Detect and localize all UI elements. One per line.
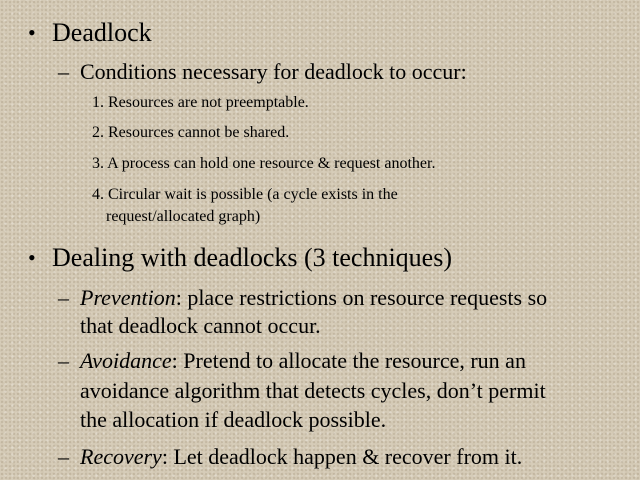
prevention-desc: : place restrictions on resource requests so [175,285,548,310]
avoidance-line-3: the allocation if deadlock possible. [80,407,387,432]
bullet-icon: • [28,245,36,270]
recovery-desc: : Let deadlock happen & recover from it. [161,444,523,469]
avoidance-line-1 [80,347,630,375]
condition-text: 1. Resources are not preemptable. [92,94,309,111]
avoidance-term: Avoidance [80,348,172,373]
heading-deadlock: Deadlock [52,18,152,47]
prevention-line-1 [80,284,630,312]
heading-dealing: Dealing with deadlocks (3 techniques) [52,243,452,272]
bullet-icon: • [28,20,36,45]
dash-icon: – [58,348,69,373]
recovery-line-1 [80,443,630,471]
avoidance-desc: : Pretend to allocate the resource, run an [171,348,526,373]
prevention-term: Prevention [80,285,176,310]
recovery-term: Recovery [80,444,162,469]
condition-text: 3. A process can hold one resource & request another. [92,155,436,172]
dash-icon: – [58,59,69,84]
avoidance-line-2: avoidance algorithm that detects cycles, don’t permit [80,378,546,403]
prevention-line-2: that deadlock cannot occur. [80,313,321,338]
conditions-heading: Conditions necessary for deadlock to occur: [80,59,467,84]
condition-text: 4. Circular wait is possible (a cycle exists in the [92,186,398,203]
condition-text: 2. Resources cannot be shared. [92,124,290,141]
condition-text: request/allocated graph) [106,208,261,225]
dash-icon: – [58,444,69,469]
dash-icon: – [58,285,69,310]
